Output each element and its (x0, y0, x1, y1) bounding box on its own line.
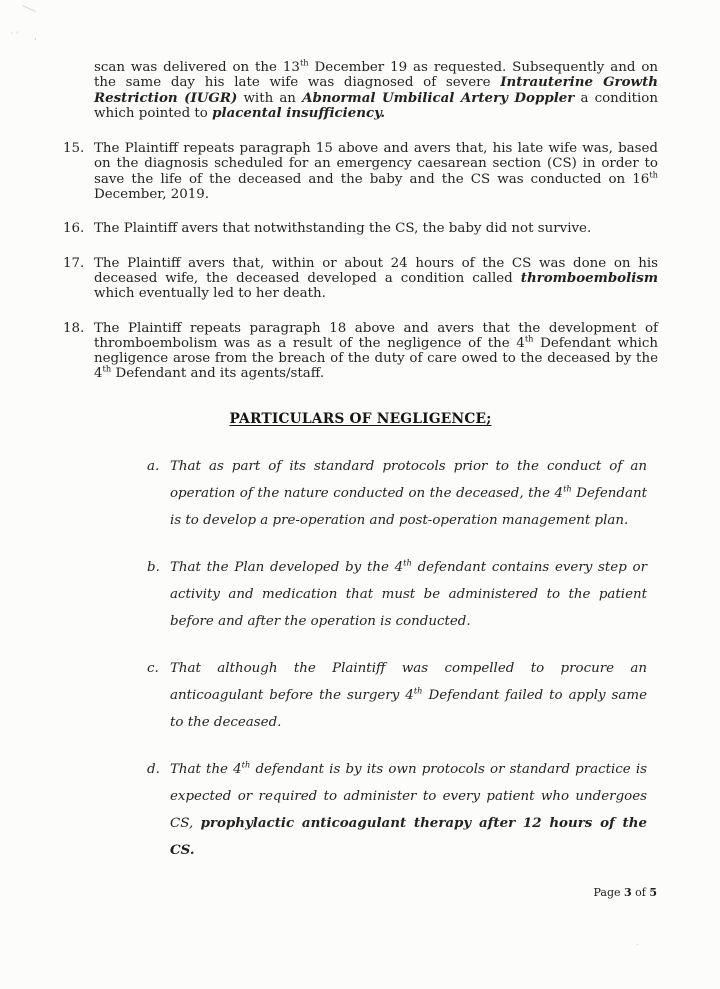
particulars-list (147, 453, 647, 864)
particular-letter: c. (147, 661, 159, 677)
paragraph-text: The Plaintiff avers that, within or about 24 hours of the CS was done on his deceased wife, the deceased developed a condition called thromboembolism which eventually led to her death. (94, 255, 658, 302)
paragraph-text: The Plaintiff repeats paragraph 15 above and avers that, his late wife was, based on the diagnosis scheduled for an emergency caesarean section (CS) in order to save the life of the deceased and the baby and the CS was conducted on 16th December, 2019. (94, 141, 658, 203)
scan-artifact (22, 5, 35, 12)
numbered-paragraph-18 (63, 321, 658, 382)
particular-text: That although the Plaintiff was compelled to procure an anticoagulant before the surgery 4th Defendant failed to apply same to the deceased. (170, 661, 647, 731)
particular-item-c (147, 655, 647, 736)
scan-artifact: . , (9, 25, 20, 37)
numbered-paragraph-15 (63, 141, 658, 202)
paragraph-number: 17. (63, 255, 85, 271)
particular-text: That the Plan developed by the 4th defendant contains every step or activity and medication that must be administered to the patient before and after the operation is conducted. (170, 557, 648, 630)
particular-text: That as part of its standard protocols prior to the conduct of an operation of the nature conducted on the deceased, the 4th Defendant is to develop a pre-operation and post-operation management plan. (170, 459, 647, 529)
numbered-paragraph-16 (63, 221, 658, 236)
page-content (63, 57, 659, 884)
section-heading-particulars-of-negligence: PARTICULARS OF NEGLIGENCE; (229, 410, 492, 427)
particular-text: That the 4th defendant is by its own protocols or standard practice is expected or required to administer to every patient who undergoes CS, prophylactic anticoagulant therapy after 12 hours of the CS. (170, 759, 647, 859)
page-number-footer: Page 3 of 5 (593, 886, 657, 899)
particular-item-d (147, 756, 647, 864)
paragraph-text: The Plaintiff avers that notwithstanding the CS, the baby did not survive. (94, 221, 592, 237)
particular-letter: b. (147, 560, 160, 576)
particular-letter: d. (147, 762, 160, 778)
paragraph-number: 16. (63, 221, 85, 237)
scan-artifact: . (636, 938, 639, 948)
particular-letter: a. (147, 459, 160, 475)
particular-item-b (147, 554, 647, 635)
paragraph-number: 18. (63, 320, 85, 336)
scan-artifact: , (34, 32, 37, 42)
paragraph-number: 15. (63, 141, 85, 157)
particular-item-a (147, 453, 647, 534)
continuation-paragraph: scan was delivered on the 13th December 19 as requested. Subsequently and on the same day his late wife was diagnosed of severe Intrauterine Growth Restriction (IUGR) with an Abnormal Umbilical Artery Doppler a condition which pointed to placental insufficiency. (94, 57, 658, 121)
numbered-paragraph-17 (63, 256, 658, 302)
paragraph-text: The Plaintiff repeats paragraph 18 above and avers that the development of thromboembolism was as a result of the negligence of the 4th Defendant which negligence arose from the breach of the duty of care owed to the deceased by the 4th Defendant and its agents/staff. (94, 320, 659, 382)
